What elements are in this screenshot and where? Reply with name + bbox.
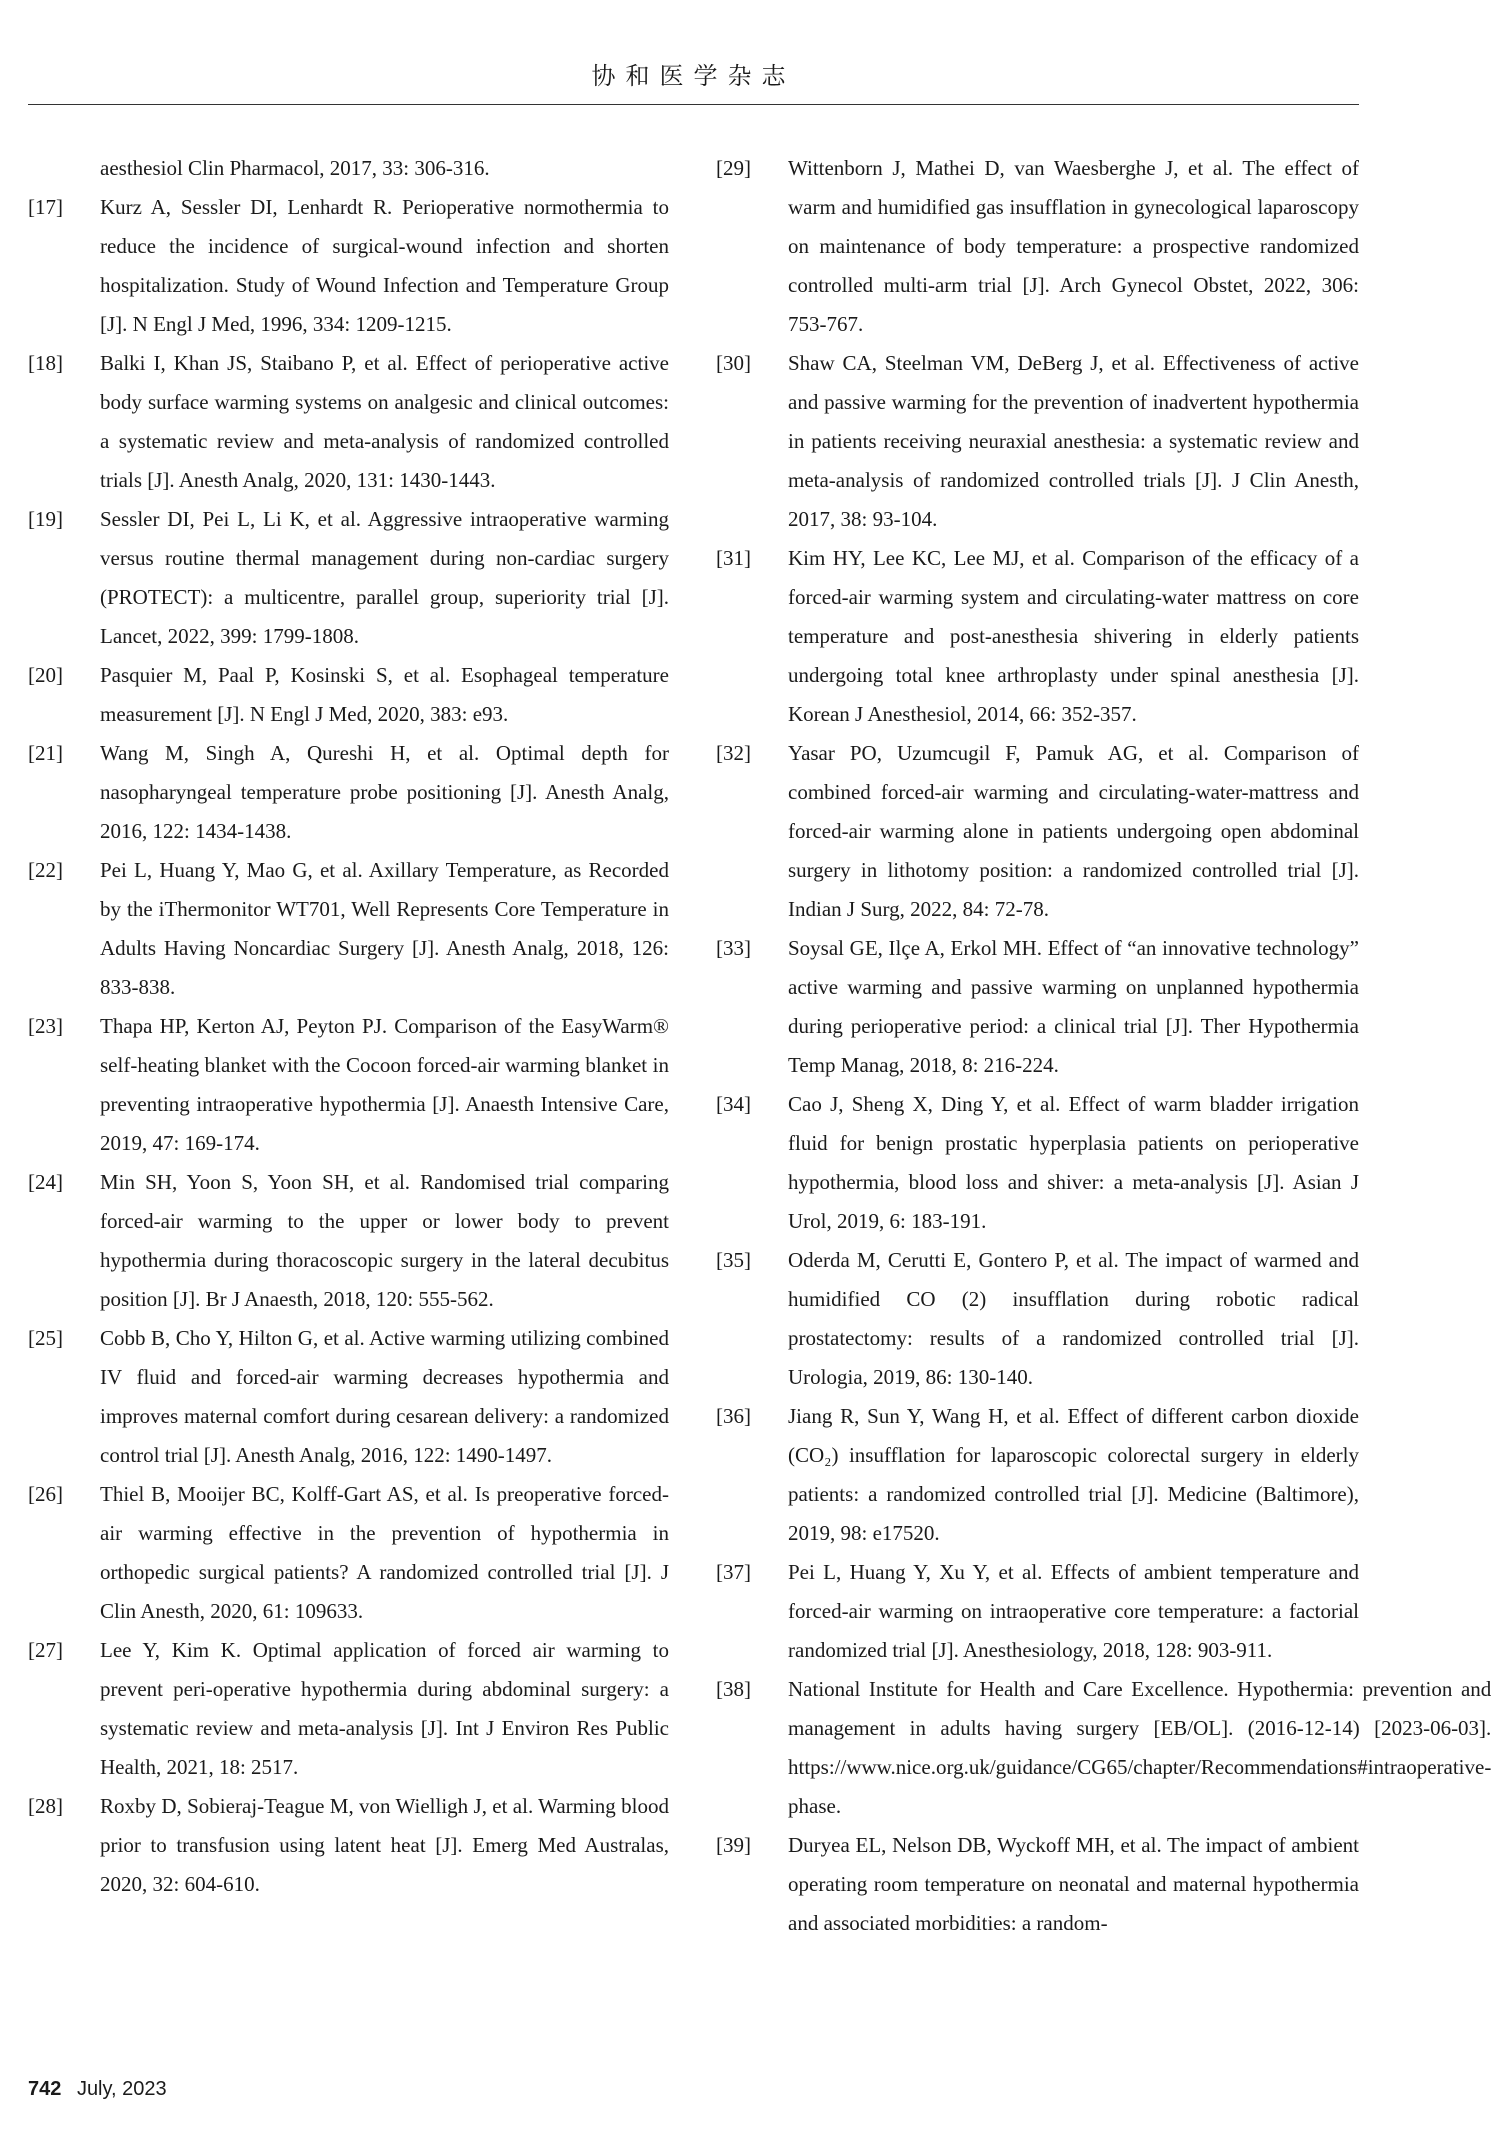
reference-text: Duryea EL, Nelson DB, Wyckoff MH, et al. The impact of ambient operating room temperature on neonatal and maternal hypothermia and associated morbidities: a random-: [788, 1833, 1359, 1935]
reference-number: [25]: [28, 1326, 63, 1350]
reference-item: [716, 1241, 1359, 1397]
page-footer: [28, 2078, 167, 2101]
reference-item: [28, 344, 669, 500]
reference-text: Cao J, Sheng X, Ding Y, et al. Effect of warm bladder irrigation fluid for benign prostatic hyperplasia patients on perioperative hypothermia, blood loss and shiver: a meta-analysis [J]. Asian J Urol, 2019, 6: 183-191.: [788, 1092, 1359, 1233]
reference-number: [23]: [28, 1014, 63, 1038]
reference-number: [38]: [716, 1677, 751, 1701]
reference-text: Balki I, Khan JS, Staibano P, et al. Effect of perioperative active body surface warming systems on analgesic and clinical outcomes: a systematic review and meta-analysis of randomized controlled trials [J]. Anesth Analg, 2020, 131: 1430-1443.: [100, 351, 669, 492]
reference-text: aesthesiol Clin Pharmacol, 2017, 33: 306-316.: [100, 156, 490, 180]
reference-number: [27]: [28, 1638, 63, 1662]
reference-number: [17]: [28, 195, 63, 219]
reference-number: [33]: [716, 936, 751, 960]
reference-item: [28, 1787, 669, 1904]
reference-text: Oderda M, Cerutti E, Gontero P, et al. The impact of warmed and humidified CO (2) insufflation during robotic radical prostatectomy: results of a randomized controlled trial [J]. Urologia, 2019, 86: 130-140.: [788, 1248, 1359, 1389]
reference-text: Wang M, Singh A, Qureshi H, et al. Optimal depth for nasopharyngeal temperature probe positioning [J]. Anesth Analg, 2016, 122: 1434-1438.: [100, 741, 669, 843]
issue-date: July, 2023: [76, 2078, 167, 2100]
reference-item: [28, 1475, 669, 1631]
reference-item: [28, 1319, 669, 1475]
reference-item: [716, 344, 1359, 539]
journal-header: 协和医学杂志: [591, 62, 796, 90]
reference-number: [29]: [716, 156, 751, 180]
reference-text: Wittenborn J, Mathei D, van Waesberghe J, et al. The effect of warm and humidified gas insufflation in gynecological laparoscopy on maintenance of body temperature: a prospective randomized controlled multi-arm trial [J]. Arch Gynecol Obstet, 2022, 306: 753-767.: [788, 156, 1359, 336]
reference-item: [716, 1085, 1359, 1241]
reference-text: Thiel B, Mooijer BC, Kolff-Gart AS, et al. Is preoperative forced-air warming effective in the prevention of hypothermia in orthopedic surgical patients? A randomized controlled trial [J]. J Clin Anesth, 2020, 61: 109633.: [100, 1482, 669, 1623]
reference-number: [30]: [716, 351, 751, 375]
reference-item: [716, 1553, 1359, 1670]
reference-item: [28, 149, 669, 188]
reference-text: Shaw CA, Steelman VM, DeBerg J, et al. Effectiveness of active and passive warming for the prevention of inadvertent hypothermia in patients receiving neuraxial anesthesia: a systematic review and meta-analysis of randomized controlled trials [J]. J Clin Anesth, 2017, 38: 93-104.: [788, 351, 1359, 531]
page-number: 742: [28, 2078, 62, 2100]
reference-text: National Institute for Health and Care Excellence. Hypothermia: prevention and management in adults having surgery [EB/OL]. (2016-12-14) [2023-06-03]. https://www.nice.org.uk/guidance/CG65/chapter/Recommendations#intraoperative-phase.: [788, 1677, 1491, 1818]
reference-number: [20]: [28, 663, 63, 687]
reference-number: [26]: [28, 1482, 63, 1506]
reference-item: [28, 851, 669, 1007]
reference-number: [21]: [28, 741, 63, 765]
reference-number: [19]: [28, 507, 63, 531]
reference-text: Thapa HP, Kerton AJ, Peyton PJ. Comparison of the EasyWarm® self-heating blanket with the Cocoon forced-air warming blanket in preventing intraoperative hypothermia [J]. Anaesth Intensive Care, 2019, 47: 169-174.: [100, 1014, 669, 1155]
reference-text: Cobb B, Cho Y, Hilton G, et al. Active warming utilizing combined IV fluid and forced-air warming decreases hypothermia and improves maternal comfort during cesarean delivery: a randomized control trial [J]. Anesth Analg, 2016, 122: 1490-1497.: [100, 1326, 669, 1467]
reference-item: [28, 188, 669, 344]
reference-item: [716, 539, 1359, 734]
reference-text: Pei L, Huang Y, Xu Y, et al. Effects of ambient temperature and forced-air warming on intraoperative core temperature: a factorial randomized trial [J]. Anesthesiology, 2018, 128: 903-911.: [788, 1560, 1359, 1662]
reference-item: [28, 734, 669, 851]
reference-column-right: [716, 149, 1491, 1943]
header-divider: [28, 104, 1359, 105]
reference-text: Yasar PO, Uzumcugil F, Pamuk AG, et al. Comparison of combined forced-air warming and circulating-water-mattress and forced-air warming alone in patients undergoing open abdominal surgery in lithotomy position: a randomized controlled trial [J]. Indian J Surg, 2022, 84: 72-78.: [788, 741, 1359, 921]
reference-text: Roxby D, Sobieraj-Teague M, von Wielligh J, et al. Warming blood prior to transfusion using latent heat [J]. Emerg Med Australas, 2020, 32: 604-610.: [100, 1794, 669, 1896]
reference-number: [31]: [716, 546, 751, 570]
reference-number: [32]: [716, 741, 751, 765]
reference-item: [28, 500, 669, 656]
reference-item: [28, 656, 669, 734]
reference-item: [28, 1007, 669, 1163]
reference-text: Kim HY, Lee KC, Lee MJ, et al. Comparison of the efficacy of a forced-air warming system and circulating-water mattress on core temperature and post-anesthesia shivering in elderly patients undergoing total knee arthroplasty under spinal anesthesia [J]. Korean J Anesthesiol, 2014, 66: 352-357.: [788, 546, 1359, 726]
reference-number: [39]: [716, 1833, 751, 1857]
reference-item: [716, 1397, 1359, 1553]
reference-text: Pasquier M, Paal P, Kosinski S, et al. Esophageal temperature measurement [J]. N Engl J Med, 2020, 383: e93.: [100, 663, 669, 726]
reference-item: [716, 1826, 1359, 1943]
reference-item: [716, 734, 1359, 929]
reference-text: Kurz A, Sessler DI, Lenhardt R. Perioperative normothermia to reduce the incidence of surgical-wound infection and shorten hospitalization. Study of Wound Infection and Temperature Group [J]. N Engl J Med, 1996, 334: 1209-1215.: [100, 195, 669, 336]
reference-item: [28, 1631, 669, 1787]
reference-number: [37]: [716, 1560, 751, 1584]
reference-item: [716, 929, 1359, 1085]
reference-number: [28]: [28, 1794, 63, 1818]
reference-item: [716, 1670, 1491, 1826]
reference-text: Jiang R, Sun Y, Wang H, et al. Effect of different carbon dioxide (CO₂) insufflation for laparoscopic colorectal surgery in elderly patients: a randomized controlled trial [J]. Medicine (Baltimore), 2019, 98: e17520.: [788, 1404, 1359, 1545]
reference-text: Sessler DI, Pei L, Li K, et al. Aggressive intraoperative warming versus routine thermal management during non-cardiac surgery (PROTECT): a multicentre, parallel group, superiority trial [J]. Lancet, 2022, 399: 1799-1808.: [100, 507, 669, 648]
reference-text: Lee Y, Kim K. Optimal application of forced air warming to prevent peri-operative hypothermia during abdominal surgery: a systematic review and meta-analysis [J]. Int J Environ Res Public Health, 2021, 18: 2517.: [100, 1638, 669, 1779]
reference-number: [34]: [716, 1092, 751, 1116]
reference-item: [28, 1163, 669, 1319]
reference-column-left: [28, 149, 669, 1904]
reference-number: [35]: [716, 1248, 751, 1272]
reference-number: [36]: [716, 1404, 751, 1428]
reference-text: Pei L, Huang Y, Mao G, et al. Axillary Temperature, as Recorded by the iThermonitor WT701, Well Represents Core Temperature in Adults Having Noncardiac Surgery [J]. Anesth Analg, 2018, 126: 833-838.: [100, 858, 669, 999]
reference-number: [22]: [28, 858, 63, 882]
reference-number: [24]: [28, 1170, 63, 1194]
reference-number: [18]: [28, 351, 63, 375]
reference-text: Min SH, Yoon S, Yoon SH, et al. Randomised trial comparing forced-air warming to the upper or lower body to prevent hypothermia during thoracoscopic surgery in the lateral decubitus position [J]. Br J Anaesth, 2018, 120: 555-562.: [100, 1170, 669, 1311]
reference-item: [716, 149, 1359, 344]
reference-text: Soysal GE, Ilçe A, Erkol MH. Effect of “an innovative technology” active warming and passive warming on unplanned hypothermia during perioperative period: a clinical trial [J]. Ther Hypothermia Temp Manag, 2018, 8: 216-224.: [788, 936, 1359, 1077]
